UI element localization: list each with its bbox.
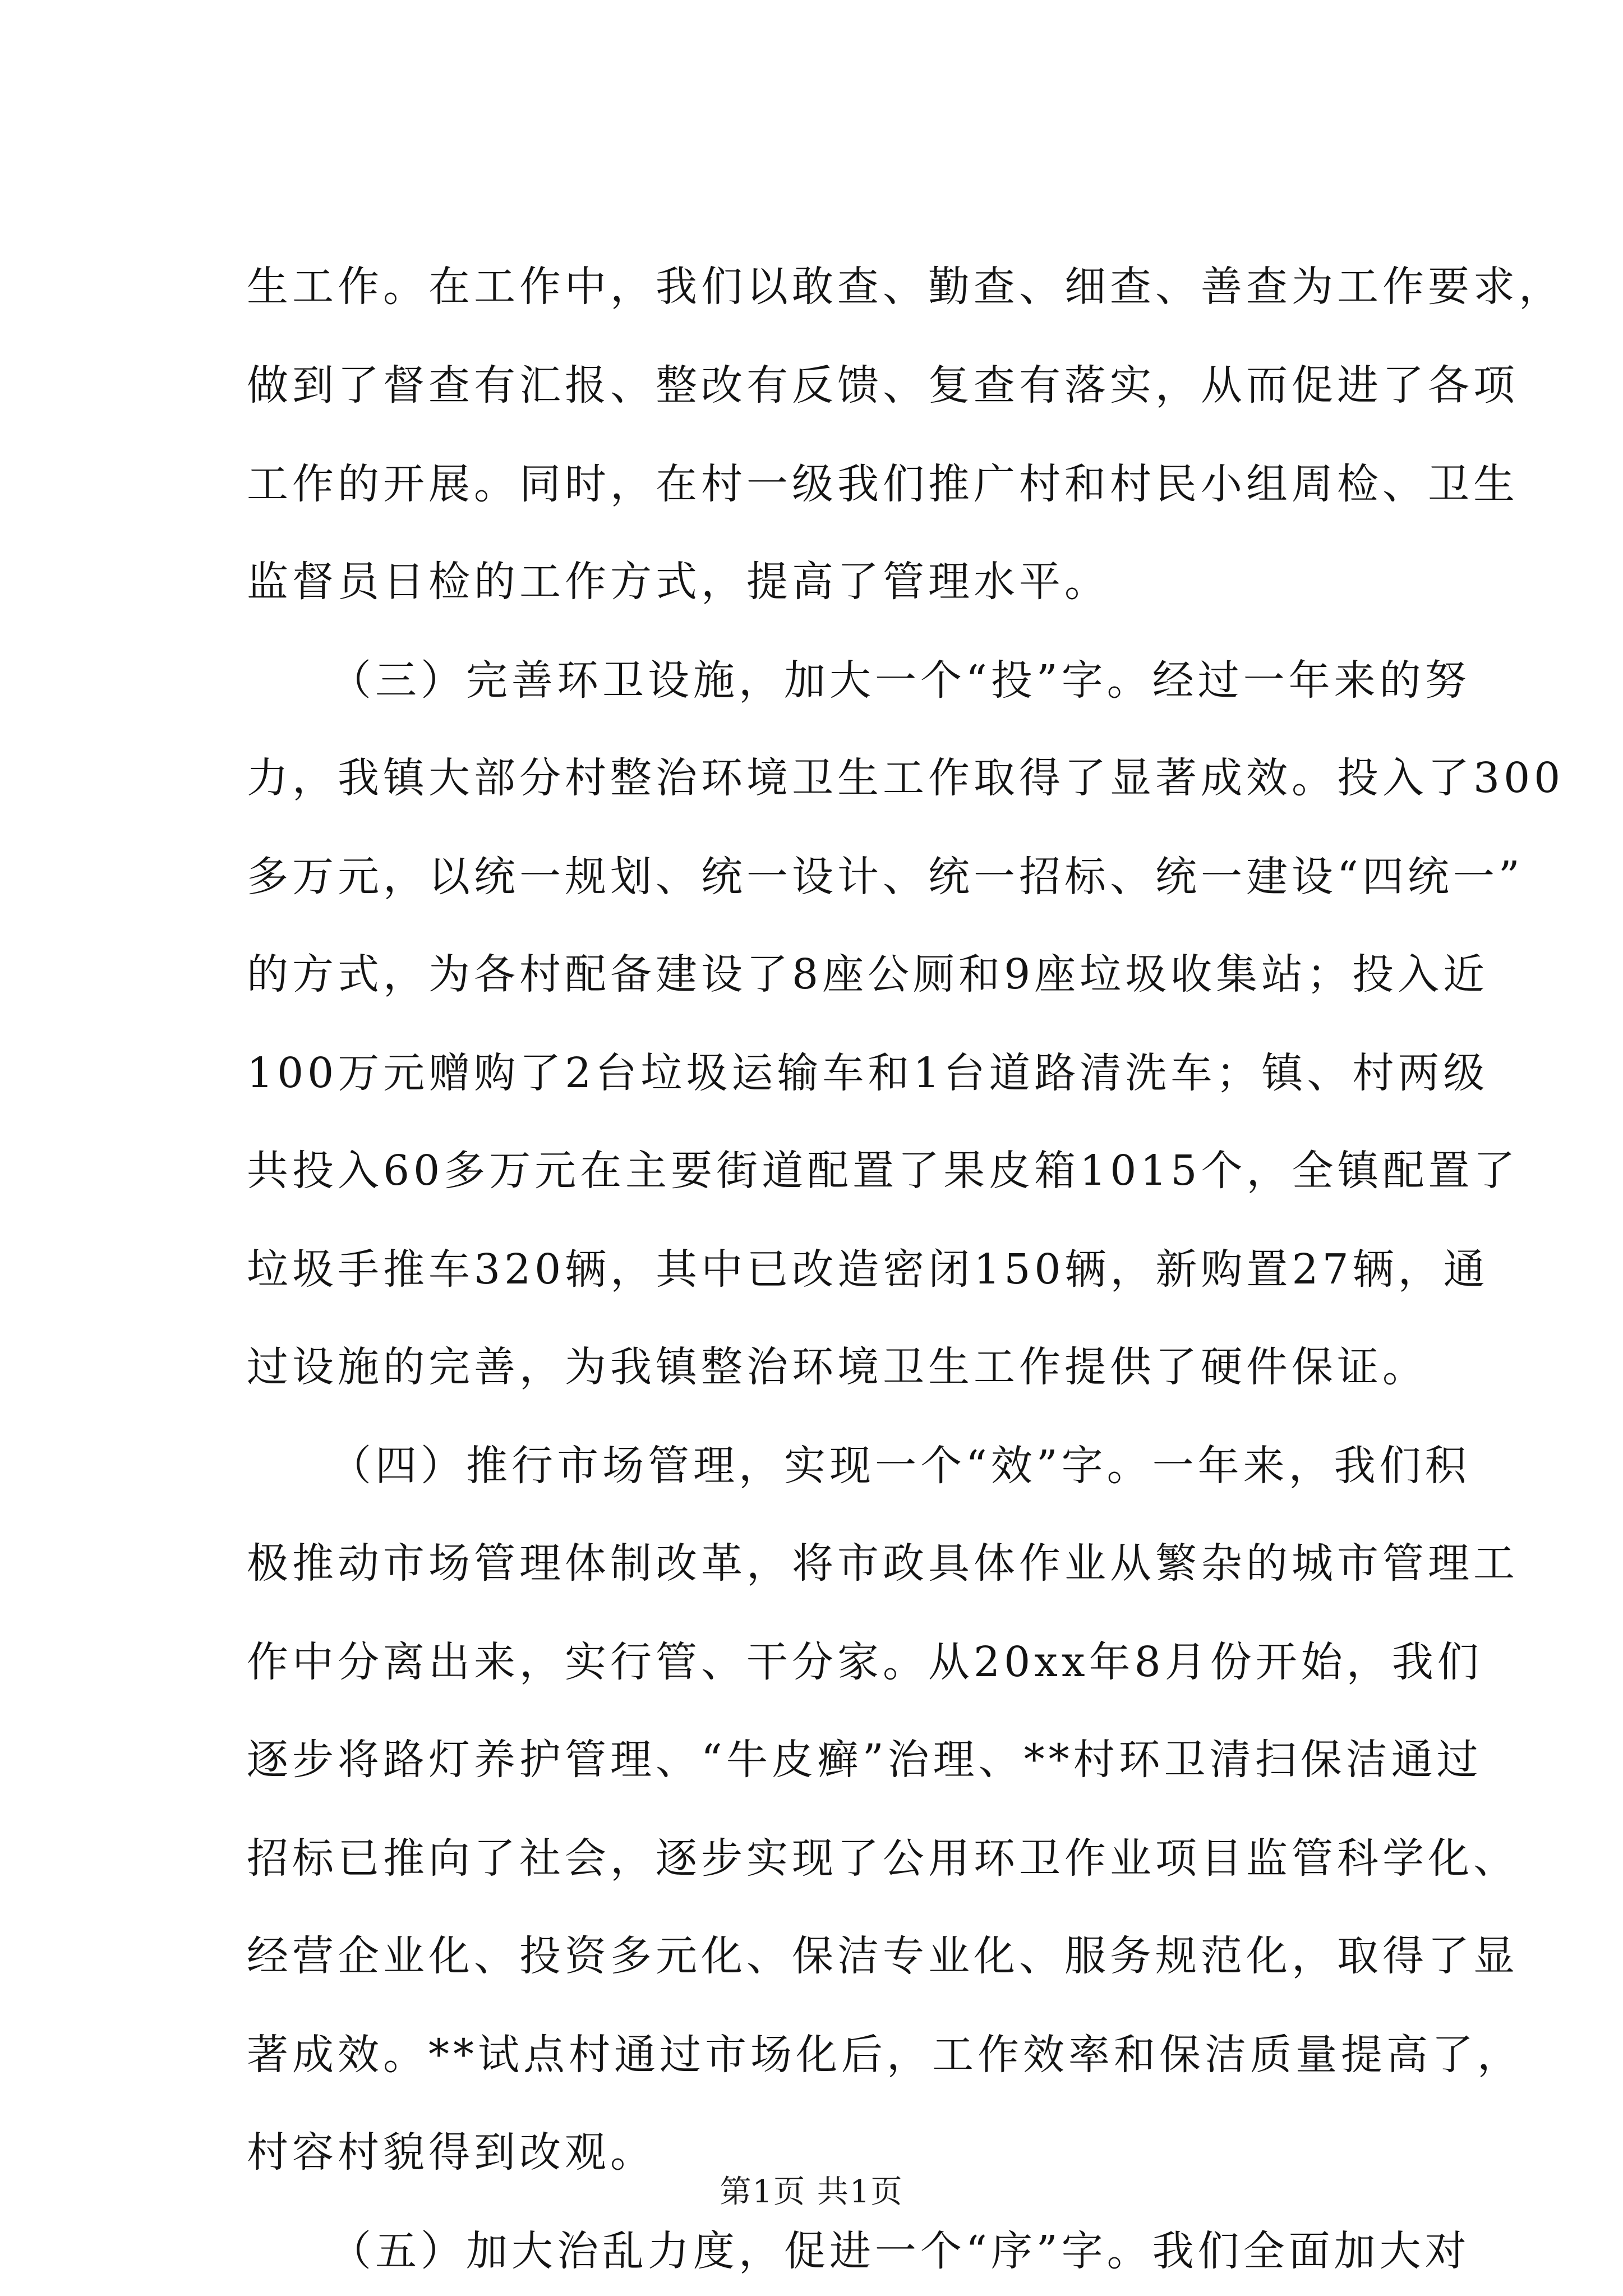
text-line: 经营企业化、投资多元化、保洁专业化、服务规范化，取得了显 — [247, 1932, 1519, 1980]
text-line: 村容村貌得到改观。 — [247, 2128, 656, 2177]
text-line: 生工作。在工作中，我们以敢查、勤查、细查、善查为工作要求， — [247, 263, 1564, 311]
page-footer: 第1页 共1页 — [720, 2174, 903, 2210]
text-line: 监督员日检的工作方式，提高了管理水平。 — [247, 558, 1110, 606]
text-line: 做到了督查有汇报、整改有反馈、复查有落实，从而促进了各项 — [247, 361, 1519, 409]
text-line: 的方式，为各村配备建设了8座公厕和9座垃圾收集站；投入近 — [247, 950, 1489, 999]
text-line: 工作的开展。同时，在村一级我们推广村和村民小组周检、卫生 — [247, 460, 1519, 508]
text-line: 极推动市场管理体制改革，将市政具体作业从繁杂的城市管理工 — [247, 1539, 1519, 1588]
text-line: 作中分离出来，实行管、干分家。从20xx年8月份开始，我们 — [247, 1638, 1483, 1686]
text-line: 垃圾手推车320辆，其中已改造密闭150辆，新购置27辆，通 — [247, 1245, 1489, 1294]
paragraph-heading-4: （四）推行市场管理，实现一个“效”字。一年来，我们积 — [330, 1442, 1470, 1490]
text-line: 招标已推向了社会，逐步实现了公用环卫作业项目监管科学化、 — [247, 1834, 1519, 1883]
text-line: 100万元赠购了2台垃圾运输车和1台道路清洗车；镇、村两级 — [247, 1049, 1489, 1097]
text-line: 逐步将路灯养护管理、“牛皮癣”治理、**村环卫清扫保洁通过 — [247, 1736, 1482, 1784]
text-line: 力，我镇大部分村整治环境卫生工作取得了显著成效。投入了300 — [247, 754, 1565, 802]
text-line: 多万元，以统一规划、统一设计、统一招标、统一建设“四统一” — [247, 853, 1524, 901]
text-line: 过设施的完善，为我镇整治环境卫生工作提供了硬件保证。 — [247, 1343, 1428, 1391]
paragraph-heading-3: （三）完善环卫设施，加大一个“投”字。经过一年来的努 — [330, 656, 1470, 705]
paragraph-heading-5: （五）加大治乱力度，促进一个“序”字。我们全面加大对 — [330, 2227, 1470, 2275]
text-line: 著成效。**试点村通过市场化后，工作效率和保洁质量提高了， — [247, 2031, 1523, 2079]
text-line: 共投入60多万元在主要街道配置了果皮箱1015个，全镇配置了 — [247, 1147, 1519, 1195]
